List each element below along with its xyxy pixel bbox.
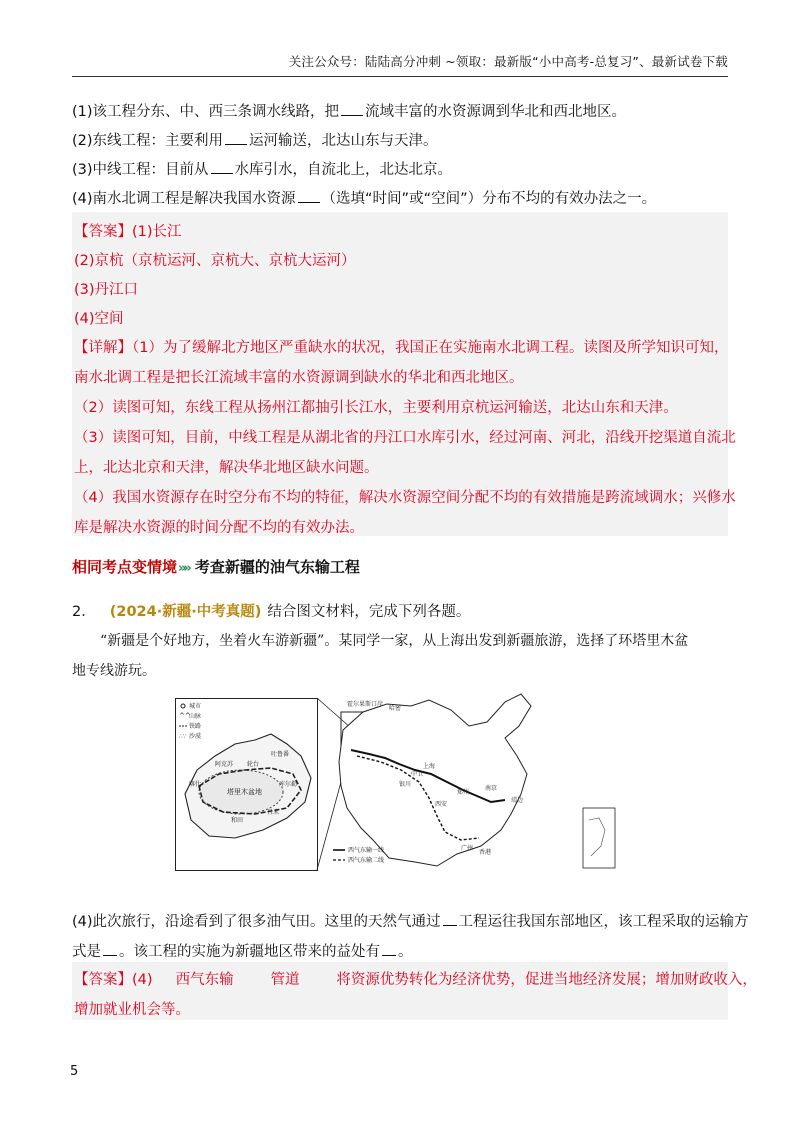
svg-text:^^: ^^ [179, 712, 191, 720]
section-heading: 相同考点变情境»» 考查新疆的油气东输工程 [72, 558, 360, 576]
answer-2-line-1: 【答案】(4) 西气东输 管道 将资源优势转化为经济优势，促进当地经济发展；增加财政收入， [74, 972, 757, 988]
xinjiang-gas-pipeline-map [175, 690, 623, 886]
svg-text:库尔勒: 库尔勒 [279, 781, 298, 788]
svg-text:西气东输一线: 西气东输一线 [348, 847, 385, 854]
explanation-line-3: （2）读图可知，东线工程从扬州江都抽引长江水，主要利用京杭运河输送，北达山东和天津。 [74, 400, 678, 416]
svg-text:霍尔果斯口岸: 霍尔果斯口岸 [347, 701, 384, 708]
page-header: 关注公众号：陆陆高分冲刺 ~领取：最新版“小中高考-总复习”、最新试卷下载 [288, 54, 728, 69]
answer-1-line-4: (4)空间 [74, 311, 124, 327]
svg-text:西气东输二线: 西气东输二线 [348, 857, 385, 864]
answer-1-line-2: (2)京杭（京杭运河、京杭大、京杭大运河） [74, 253, 356, 269]
svg-text:靖边: 靖边 [511, 797, 524, 804]
material-text-1: “新疆是个好地方，坐着火车游新疆”。某同学一家，从上海出发到新疆旅游，选择了环塔里木盆 [100, 633, 689, 649]
question-1-3: (3)中线工程：目前从 水库引水，自流北上，北达北京。 [72, 162, 453, 178]
question-1-4: (4)南水北调工程是解决我国水资源 （选填“时间”或“空间”）分布不均的有效办法之一。 [72, 191, 657, 207]
explanation-line-5: 上，北达北京和天津，解决华北地区缺水问题。 [74, 460, 379, 476]
double-arrow-icon: »» [178, 561, 189, 576]
blank [225, 131, 247, 145]
answer-2-line-2: 增加就业机会等。 [74, 1002, 190, 1018]
answer-1-line-1: 【答案】(1)长江 [74, 224, 182, 240]
explanation-line-1: 【详解】（1）为了缓解北方地区严重缺水的状况，我国正在实施南水北调工程。读图及所学知识可知， [74, 340, 729, 356]
blank [341, 102, 363, 116]
svg-text:郑州: 郑州 [457, 789, 470, 796]
explanation-line-7: 库是解决水资源的时间分配不均的有效办法。 [74, 520, 364, 536]
svg-text:银川: 银川 [399, 781, 412, 788]
svg-text:∴∵: ∴∵ [179, 733, 187, 740]
svg-text:西安: 西安 [435, 801, 448, 808]
blank [443, 912, 457, 926]
svg-text:中卫: 中卫 [411, 771, 424, 778]
answer-1-line-3: (3)丹江口 [74, 282, 139, 298]
question-1-2: (2)东线工程：主要利用 运河输送，北达山东与天津。 [72, 133, 438, 149]
question-source: (2024·新疆·中考真题) [109, 604, 262, 620]
blank [211, 160, 233, 174]
svg-text:塔里木盆地: 塔里木盆地 [227, 788, 262, 796]
svg-text:广州: 广州 [461, 845, 474, 852]
svg-text:吐鲁番: 吐鲁番 [271, 751, 290, 758]
blank [382, 942, 396, 956]
svg-text:喀什: 喀什 [189, 781, 202, 788]
blank [103, 942, 117, 956]
svg-text:城市: 城市 [189, 703, 202, 710]
question-2-4-line-1: (4)此次旅行，沿途看到了很多油气田。这里的天然气通过 工程运往我国东部地区，该工程采取的运输方 [72, 914, 749, 930]
svg-text:轮台: 轮台 [247, 761, 260, 768]
question-1-1: (1)该工程分东、中、西三条调水线路，把 流域丰富的水资源调到华北和西北地区。 [72, 104, 627, 120]
explanation-line-6: （4）我国水资源存在时空分布不均的特征，解决水资源空间分配不均的有效措施是跨流域调水；兴修水 [74, 490, 736, 506]
svg-text:且末: 且末 [267, 809, 280, 816]
svg-text:哈密: 哈密 [389, 705, 402, 712]
explanation-line-4: （3）读图可知，目前，中线工程是从湖北省的丹江口水库引水，经过河南、河北，沿线开挖渠道自流北 [74, 430, 736, 446]
svg-text:山脉: 山脉 [189, 713, 202, 720]
explanation-line-2: 南水北调工程是把长江流域丰富的水资源调到缺水的华北和西北地区。 [74, 370, 524, 386]
page-number: 5 [70, 1064, 79, 1079]
question-2-4-line-2: 式是 。该工程的实施为新疆地区带来的益处有 。 [72, 944, 413, 960]
blank [298, 189, 320, 203]
svg-text:上海: 上海 [423, 763, 436, 770]
material-text-2: 地专线游玩。 [72, 663, 156, 679]
svg-text:南京: 南京 [485, 785, 498, 792]
svg-text:阿克苏: 阿克苏 [215, 761, 234, 768]
question-2-stem: 2． (2024·新疆·中考真题) 结合图文材料，完成下列各题。 [72, 604, 471, 620]
svg-text:和田: 和田 [231, 817, 244, 824]
svg-text:沙漠: 沙漠 [189, 733, 202, 740]
header-divider [72, 76, 728, 77]
svg-text:香港: 香港 [479, 849, 492, 856]
svg-text:铁路: 铁路 [189, 723, 202, 730]
pipeline-legend [333, 846, 384, 864]
